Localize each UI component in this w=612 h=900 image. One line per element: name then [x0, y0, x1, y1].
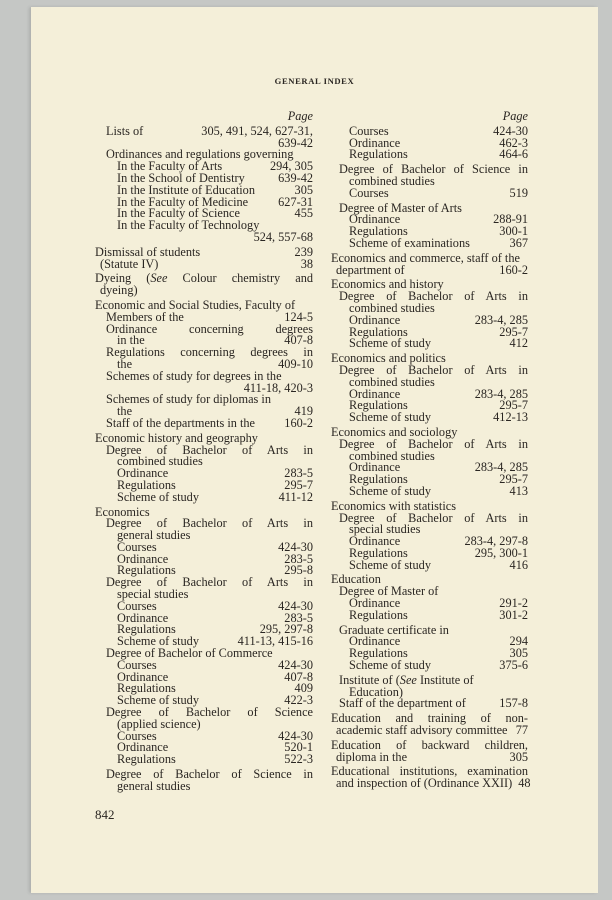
- entry-text: Economic and Social Studies, Faculty of: [95, 297, 296, 312]
- running-head: GENERAL INDEX: [274, 76, 355, 86]
- index-entry: [331, 412, 528, 424]
- page-reference: 157-8: [499, 696, 528, 711]
- index-entry: [331, 185, 528, 200]
- entry-text: In the School of Dentistry: [117, 170, 245, 185]
- entry-text: Regulations: [349, 472, 408, 487]
- page-reference: 462-3: [499, 135, 528, 150]
- page-reference: 283-4, 285: [474, 386, 528, 401]
- page-reference: 305, 491, 524, 627-31,: [201, 123, 313, 138]
- entry-text: Regulations: [349, 398, 408, 413]
- entry-text: Degree of Bachelor of Arts in: [339, 362, 528, 377]
- page-reference: 160-2: [284, 415, 313, 430]
- page-reference: 424-30: [278, 539, 313, 554]
- entry-text: In the Faculty of Medicine: [117, 194, 249, 209]
- page-reference: 411-18, 420-3: [243, 380, 313, 395]
- entry-text: Ordinance: [349, 460, 401, 475]
- index-entry: [331, 725, 528, 737]
- entry-text: Scheme of study: [117, 489, 199, 504]
- entry-text: combined studies: [349, 300, 435, 315]
- page-reference: 283-4, 285: [474, 460, 528, 475]
- entry-text: Regulations: [349, 324, 408, 339]
- entry-text: Dismissal of students: [95, 244, 201, 259]
- entry-text: general studies: [117, 778, 191, 793]
- page-reference: 294, 305: [269, 159, 313, 174]
- page-reference: 524, 557-68: [253, 229, 313, 244]
- index-entry: [95, 256, 313, 271]
- entry-text: Courses: [117, 728, 157, 743]
- entry-text: Courses: [349, 123, 389, 138]
- page-reference: 295, 300-1: [474, 545, 528, 560]
- page-reference: 639-42: [278, 170, 313, 185]
- entry-text: Schemes of study for degrees in the: [106, 368, 282, 383]
- entry-text: Scheme of study: [117, 693, 199, 708]
- entry-text: Ordinance: [349, 596, 401, 611]
- index-entry: [331, 749, 528, 764]
- page-reference: 295-7: [284, 477, 313, 492]
- entry-text: Degree of Bachelor of Science: [106, 705, 313, 720]
- page-reference: 301-2: [499, 607, 528, 622]
- entry-text: Regulations: [117, 563, 176, 578]
- entry-text: Regulations: [349, 224, 408, 239]
- entry-text: Courses: [117, 657, 157, 672]
- entry-text: Ordinance: [349, 135, 401, 150]
- page-reference: 424-30: [278, 728, 313, 743]
- page-reference: 367: [509, 235, 528, 250]
- page-reference: 409: [294, 681, 313, 696]
- entry-text: Education of backward children,: [331, 737, 528, 752]
- page-reference: 413: [509, 483, 528, 498]
- entry-text: Ordinance concerning degrees: [106, 321, 313, 336]
- entry-text: Education: [331, 572, 381, 587]
- see-reference: See: [150, 271, 168, 286]
- index-entry: [95, 778, 313, 793]
- index-entry: [95, 489, 313, 504]
- entry-text: Scheme of study: [349, 557, 431, 572]
- page-reference: 48: [518, 776, 531, 791]
- page-reference: 416: [509, 557, 528, 572]
- entry-text: Ordinance: [349, 386, 401, 401]
- page-reference: 283-4, 285: [474, 312, 528, 327]
- page-reference: 375-6: [499, 658, 528, 673]
- entry-text: Scheme of study: [349, 658, 431, 673]
- entry-text: Courses: [117, 598, 157, 613]
- entry-text: Schemes of study for diplomas in: [106, 392, 271, 407]
- entry-text: (applied science): [117, 716, 201, 731]
- document-page: [31, 7, 598, 893]
- page-reference: 464-6: [499, 147, 528, 162]
- see-reference: See: [399, 672, 417, 687]
- page-reference: 424-30: [493, 123, 528, 138]
- entry-text: Courses: [117, 539, 157, 554]
- entry-text: Economics and sociology: [331, 424, 458, 439]
- page-reference: 627-31: [278, 194, 313, 209]
- index-entry: [95, 285, 313, 297]
- entry-text-part: Colour chemistry and: [167, 271, 313, 286]
- entry-text: Regulations concerning degrees in: [106, 345, 313, 360]
- entry-text: the: [117, 356, 133, 371]
- page-reference: 160-2: [499, 262, 528, 277]
- entry-text: Ordinances and regulations governing: [106, 147, 294, 162]
- entry-text: Educational institutions, examination: [331, 764, 528, 779]
- index-column-left: [95, 111, 313, 793]
- entry-text: Degree of Bachelor of Arts in: [339, 436, 528, 451]
- page-column-label: Page: [287, 109, 313, 123]
- entry-text: in the: [117, 333, 145, 348]
- entry-text: Lists of: [106, 123, 144, 138]
- page-reference: 77: [515, 723, 528, 738]
- page-reference: 455: [294, 206, 313, 221]
- index-entry: [95, 754, 313, 766]
- page-reference: 422-3: [284, 693, 313, 708]
- index-entry: [95, 229, 313, 244]
- entry-text: diploma in the: [336, 749, 408, 764]
- entry-text: Ordinance: [117, 466, 169, 481]
- entry-text: Degree of Master of: [339, 584, 439, 599]
- entry-text: Economics: [95, 504, 150, 519]
- index-entry: [331, 776, 531, 791]
- index-entry: [95, 415, 313, 430]
- entry-text: Degree of Bachelor of Arts in: [106, 516, 313, 531]
- entry-text: In the Institute of Education: [117, 182, 255, 197]
- entry-text: In the Faculty of Arts: [117, 159, 223, 174]
- entry-text: Scheme of study: [349, 483, 431, 498]
- entry-text: combined studies: [349, 448, 435, 463]
- entry-text: Scheme of examinations: [349, 235, 470, 250]
- page-reference: 419: [294, 404, 313, 419]
- index-entry: [331, 607, 528, 622]
- entry-text-part: Institute of (: [339, 672, 400, 687]
- index-entry: [331, 149, 528, 161]
- page-reference: 519: [509, 185, 528, 200]
- entry-text: Regulations: [349, 646, 408, 661]
- entry-text: Ordinance: [349, 212, 401, 227]
- entry-text: Staff of the department of: [339, 696, 466, 711]
- page-reference: 283-5: [284, 551, 313, 566]
- page-reference: 239: [294, 244, 313, 259]
- entry-text: Ordinance: [349, 634, 401, 649]
- page-reference: 124-5: [284, 309, 313, 324]
- index-entry: [331, 660, 528, 672]
- entry-text: combined studies: [349, 173, 435, 188]
- entry-text: special studies: [117, 587, 189, 602]
- index-entry: [331, 262, 528, 277]
- entry-text: Ordinance: [349, 312, 401, 327]
- entry-text: Regulations: [349, 147, 408, 162]
- entry-text: Graduate certificate in: [339, 622, 449, 637]
- entry-text: Degree of Bachelor of Commerce: [106, 646, 273, 661]
- entry-text: department of: [336, 262, 405, 277]
- entry-text: Degree of Bachelor of Arts in: [339, 510, 528, 525]
- entry-text: Economic history and geography: [95, 430, 258, 445]
- index-column-right: [331, 109, 531, 791]
- entry-text: combined studies: [349, 374, 435, 389]
- page-reference: 520-1: [284, 740, 313, 755]
- index-entry: [331, 483, 528, 498]
- entry-text: Economics with statistics: [331, 498, 457, 513]
- entry-text: Degree of Bachelor of Arts in: [106, 442, 313, 457]
- page-reference: 288-91: [493, 212, 528, 227]
- page-reference: 522-3: [284, 752, 313, 767]
- page-reference: 283-5: [284, 466, 313, 481]
- entry-text: Economics and history: [331, 277, 444, 292]
- entry-text: Regulations: [117, 752, 176, 767]
- page-reference: 424-30: [278, 598, 313, 613]
- entry-text: Scheme of study: [117, 634, 199, 649]
- entry-text: Degree of Bachelor of Arts in: [106, 575, 313, 590]
- entry-text: Regulations: [117, 477, 176, 492]
- entry-text: Scheme of study: [349, 336, 431, 351]
- page-reference: 305: [294, 182, 313, 197]
- page-reference: 411-13, 415-16: [237, 634, 313, 649]
- entry-text: Degree of Master of Arts: [339, 200, 462, 215]
- page-reference: 412-13: [493, 410, 528, 425]
- page-reference: 295-7: [499, 472, 528, 487]
- entry-text: Ordinance: [117, 610, 169, 625]
- index-entry: [331, 235, 528, 250]
- entry-text: Regulations: [349, 607, 408, 622]
- entry-text: Staff of the departments in the: [106, 415, 256, 430]
- entry-text: In the Faculty of Technology: [117, 218, 260, 233]
- entry-text-part: Dyeing (: [95, 271, 151, 286]
- entry-text: Economics and commerce, staff of the: [331, 250, 520, 265]
- page-reference: 283-5: [284, 610, 313, 625]
- index-entry: [331, 338, 528, 350]
- page-reference: 295-7: [499, 398, 528, 413]
- entry-text: Economics and politics: [331, 351, 446, 366]
- entry-text: combined studies: [117, 454, 203, 469]
- entry-text: (Statute IV): [100, 256, 159, 271]
- page-reference: 38: [300, 256, 313, 271]
- page-reference: 295, 297-8: [259, 622, 313, 637]
- entry-text: Regulations: [349, 545, 408, 560]
- entry-text: Scheme of study: [349, 410, 431, 425]
- page-reference: 412: [509, 336, 528, 351]
- page-reference: 283-4, 297-8: [464, 534, 528, 549]
- page-reference: 305: [509, 646, 528, 661]
- page-reference: 294: [509, 634, 528, 649]
- page-reference: 300-1: [499, 224, 528, 239]
- index-entry: [331, 698, 528, 710]
- entry-text: and inspection of (Ordinance XXII): [336, 776, 513, 791]
- entry-text: Courses: [349, 185, 389, 200]
- entry-text: general studies: [117, 528, 191, 543]
- entry-text: Regulations: [117, 622, 176, 637]
- page-reference: 295-8: [284, 563, 313, 578]
- entry-text: Education and training of non-: [331, 711, 528, 726]
- page-reference: 295-7: [499, 324, 528, 339]
- index-entry: [331, 557, 528, 572]
- entry-text-part: Institute of: [416, 672, 474, 687]
- entry-text: Education): [349, 684, 403, 699]
- entry-text: Degree of Bachelor of Science in: [339, 162, 528, 177]
- entry-text: the: [117, 404, 133, 419]
- entry-text: dyeing): [100, 283, 138, 298]
- page-reference: 407-8: [284, 669, 313, 684]
- entry-text: Ordinance: [349, 534, 401, 549]
- page-reference: 291-2: [499, 596, 528, 611]
- entry-text: Degree of Bachelor of Arts in: [339, 289, 528, 304]
- entry-text: Regulations: [117, 681, 176, 696]
- page-reference: 424-30: [278, 657, 313, 672]
- page-reference: 407-8: [284, 333, 313, 348]
- page-reference: 639-42: [278, 135, 313, 150]
- page-reference: 411-12: [278, 489, 313, 504]
- page-reference: 305: [509, 749, 528, 764]
- entry-text: Degree of Bachelor of Science in: [106, 767, 313, 782]
- page-column-label: Page: [502, 109, 528, 123]
- entry-text: Ordinance: [117, 669, 169, 684]
- entry-text: special studies: [349, 522, 421, 537]
- entry-text: Members of the: [106, 309, 184, 324]
- page-reference: 409-10: [278, 356, 313, 371]
- entry-text: In the Faculty of Science: [117, 206, 240, 221]
- entry-text: Ordinance: [117, 740, 169, 755]
- entry-text: academic staff advisory committee: [336, 723, 508, 738]
- entry-text: Ordinance: [117, 551, 169, 566]
- page-number: 842: [95, 807, 115, 822]
